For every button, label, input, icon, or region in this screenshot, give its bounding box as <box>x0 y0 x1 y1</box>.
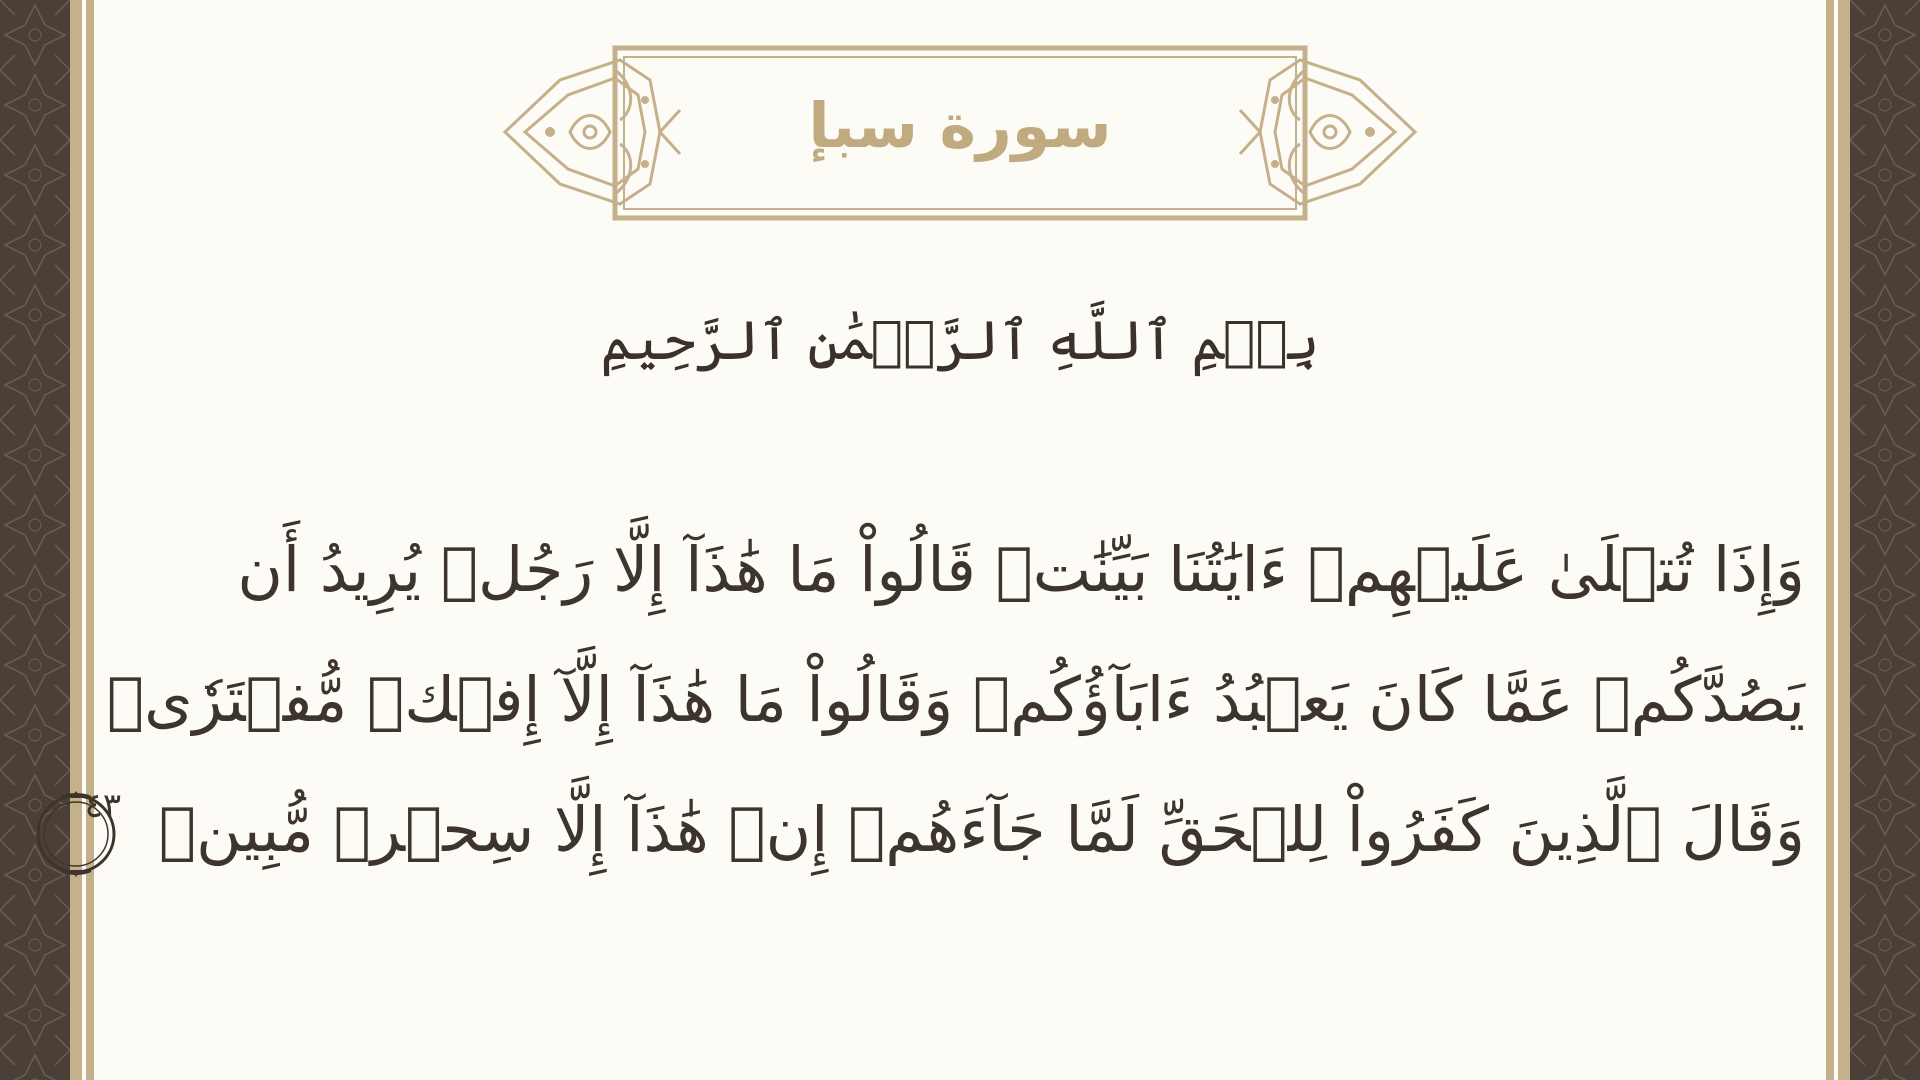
left-gold-rule-inner <box>86 0 94 1080</box>
verse-text <box>84 505 1805 895</box>
left-decorative-border <box>0 0 70 1080</box>
verse-line <box>106 635 1805 765</box>
right-gold-rule-gap <box>1834 0 1838 1080</box>
verse-line-text: يَصُدَّكُمۡ عَمَّا كَانَ يَعۡبُدُ ءَابَآؤُكُمۡ وَقَالُواْ مَا هَٰذَآ إِلَّآ إِفۡكٞ مُّفۡتَرٗىۚ <box>106 663 1805 736</box>
geometric-pattern-icon <box>1850 0 1920 1080</box>
surah-header <box>500 40 1420 230</box>
ayah-number: ٤٣ <box>84 785 122 826</box>
right-gold-rule-inner <box>1826 0 1834 1080</box>
ayah-end-marker <box>31 785 122 879</box>
verse-line-text: وَقَالَ ٱلَّذِينَ كَفَرُواْ لِلۡحَقِّ لَمَّا جَآءَهُمۡ إِنۡ هَٰذَآ إِلَّا سِحۡرٞ مُّبِينٞ <box>158 793 1805 866</box>
verse-line-text: وَإِذَا تُتۡلَىٰ عَلَيۡهِمۡ ءَايَٰتُنَا بَيِّنَٰتٖ قَالُواْ مَا هَٰذَآ إِلَّا رَجُلٞ يُرِيدُ أَن <box>237 533 1805 606</box>
geometric-pattern-icon <box>0 0 70 1080</box>
left-gold-rule <box>70 0 82 1080</box>
verse-line <box>84 765 1805 895</box>
right-decorative-border <box>1850 0 1920 1080</box>
verse-line <box>237 505 1805 635</box>
basmala: بِسۡمِ ٱللَّهِ ٱلرَّحۡمَٰنِ ٱلرَّحِيمِ <box>600 308 1320 372</box>
surah-title: سورة سبإ <box>808 88 1112 162</box>
right-gold-rule <box>1838 0 1850 1080</box>
